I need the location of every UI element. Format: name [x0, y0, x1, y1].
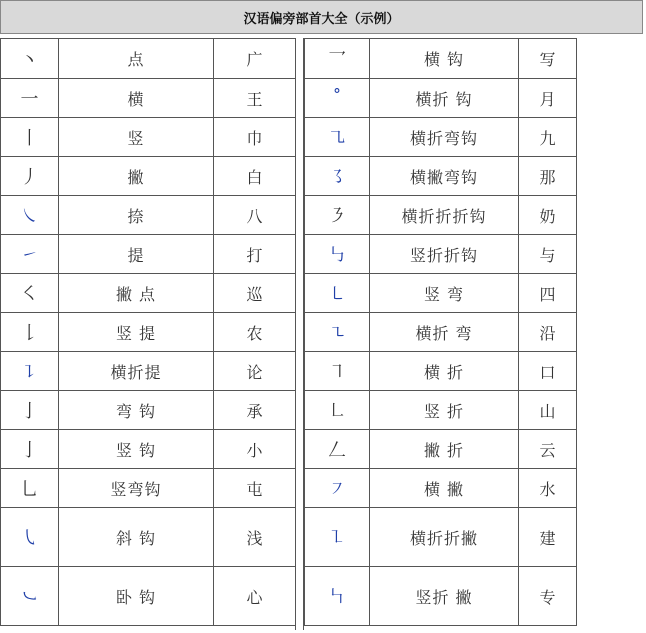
stroke-name: 撇 折 — [370, 430, 519, 469]
example-character: 月 — [519, 79, 577, 118]
example-character: 广 — [214, 39, 296, 79]
example-character: 心 — [214, 567, 296, 626]
stroke-name: 竖折折钩 — [370, 235, 519, 274]
left-row — [1, 567, 296, 626]
example-character: 巡 — [214, 274, 296, 313]
stroke-name: 竖弯钩 — [59, 469, 214, 508]
stroke-glyph: ㇗ — [305, 391, 370, 430]
stroke-glyph: ㇅ — [305, 508, 370, 567]
right-row — [305, 567, 577, 626]
example-character: 云 — [519, 430, 577, 469]
right-row — [305, 235, 577, 274]
stroke-name: 撇 — [59, 157, 214, 196]
example-character: 浅 — [214, 508, 296, 567]
stroke-glyph: ㇇ — [305, 469, 370, 508]
example-character: 小 — [214, 430, 296, 469]
left-row — [1, 157, 296, 196]
right-row — [305, 391, 577, 430]
stroke-glyph: ㇈ — [305, 118, 370, 157]
stroke-glyph: 亅 — [1, 391, 59, 430]
column-divider — [295, 38, 304, 630]
right-row — [305, 196, 577, 235]
stroke-glyph: 𠃋 — [305, 430, 370, 469]
stroke-name: 横折折撇 — [370, 508, 519, 567]
stroke-glyph: ㇃ — [1, 567, 59, 626]
example-character: 建 — [519, 508, 577, 567]
stroke-glyph: ㇉ — [305, 235, 370, 274]
stroke-glyph: ㇊ — [1, 352, 59, 391]
example-character: 四 — [519, 274, 577, 313]
left-row — [1, 274, 296, 313]
stroke-name: 横折提 — [59, 352, 214, 391]
stroke-name: 横折弯钩 — [370, 118, 519, 157]
example-character: 打 — [214, 235, 296, 274]
stroke-name: 捺 — [59, 196, 214, 235]
left-row — [1, 235, 296, 274]
stroke-name: 竖 弯 — [370, 274, 519, 313]
example-character: 沿 — [519, 313, 577, 352]
left-row — [1, 313, 296, 352]
right-row — [305, 313, 577, 352]
stroke-glyph: 丶 — [1, 39, 59, 79]
example-character: 屯 — [214, 469, 296, 508]
example-character: 九 — [519, 118, 577, 157]
example-character: 奶 — [519, 196, 577, 235]
example-character: 那 — [519, 157, 577, 196]
right-row — [305, 274, 577, 313]
example-character: 山 — [519, 391, 577, 430]
stroke-name: 横折 弯 — [370, 313, 519, 352]
right-row — [305, 430, 577, 469]
example-character: 专 — [519, 567, 577, 626]
stroke-glyph: ㇏ — [1, 196, 59, 235]
stroke-name: 竖 钩 — [59, 430, 214, 469]
example-character: 水 — [519, 469, 577, 508]
right-row — [305, 508, 577, 567]
stroke-glyph: ㇄ — [305, 274, 370, 313]
right-row — [305, 469, 577, 508]
left-row — [1, 118, 296, 157]
right-row — [305, 39, 577, 79]
stroke-name: 横 — [59, 79, 214, 118]
stroke-glyph: 一 — [1, 79, 59, 118]
left-row — [1, 391, 296, 430]
example-character: 白 — [214, 157, 296, 196]
right-row — [305, 118, 577, 157]
example-character: 八 — [214, 196, 296, 235]
stroke-name: 横 钩 — [370, 39, 519, 79]
stroke-glyph: ㇂ — [1, 508, 59, 567]
stroke-glyph: 丿 — [1, 157, 59, 196]
stroke-glyph: ㇌ — [305, 157, 370, 196]
left-row — [1, 469, 296, 508]
stroke-name: 横折 钩 — [370, 79, 519, 118]
stroke-glyph: ˚ — [305, 79, 370, 118]
stroke-name: 横 撇 — [370, 469, 519, 508]
right-row — [305, 352, 577, 391]
stroke-name: 横 折 — [370, 352, 519, 391]
stroke-name: 横撇弯钩 — [370, 157, 519, 196]
stroke-name: 撇 点 — [59, 274, 214, 313]
stroke-name: 卧 钩 — [59, 567, 214, 626]
stroke-glyph: ㇋ — [305, 196, 370, 235]
example-character: 农 — [214, 313, 296, 352]
stroke-glyph: 乛 — [305, 39, 370, 79]
left-row — [1, 430, 296, 469]
left-row — [1, 508, 296, 567]
left-row — [1, 79, 296, 118]
example-character: 与 — [519, 235, 577, 274]
stroke-name: 竖 折 — [370, 391, 519, 430]
left-row — [1, 39, 296, 79]
left-stroke-table — [0, 38, 296, 626]
stroke-glyph: ㇕ — [305, 352, 370, 391]
right-row — [305, 157, 577, 196]
right-row — [305, 79, 577, 118]
left-row — [1, 352, 296, 391]
stroke-glyph: 𠄌 — [1, 313, 59, 352]
stroke-name: 竖折 撇 — [370, 567, 519, 626]
left-row — [1, 196, 296, 235]
example-character: 巾 — [214, 118, 296, 157]
stroke-name: 提 — [59, 235, 214, 274]
example-character: 承 — [214, 391, 296, 430]
stroke-glyph: ㇀ — [1, 235, 59, 274]
example-character: 写 — [519, 39, 577, 79]
sheet-title: 汉语偏旁部首大全（示例） — [0, 0, 643, 34]
stroke-glyph: 丨 — [1, 118, 59, 157]
example-character: 论 — [214, 352, 296, 391]
stroke-glyph: 亅 — [1, 430, 59, 469]
stroke-name: 竖 — [59, 118, 214, 157]
stroke-name: 弯 钩 — [59, 391, 214, 430]
stroke-glyph: ㇛ — [1, 274, 59, 313]
stroke-glyph: 乚 — [1, 469, 59, 508]
right-stroke-table — [304, 38, 577, 626]
stroke-glyph: ㇍ — [305, 313, 370, 352]
example-character: 口 — [519, 352, 577, 391]
stroke-name: 斜 钩 — [59, 508, 214, 567]
example-character: 王 — [214, 79, 296, 118]
stroke-name: 竖 提 — [59, 313, 214, 352]
stroke-name: 点 — [59, 39, 214, 79]
stroke-glyph: ㇞ — [305, 567, 370, 626]
stroke-name: 横折折折钩 — [370, 196, 519, 235]
